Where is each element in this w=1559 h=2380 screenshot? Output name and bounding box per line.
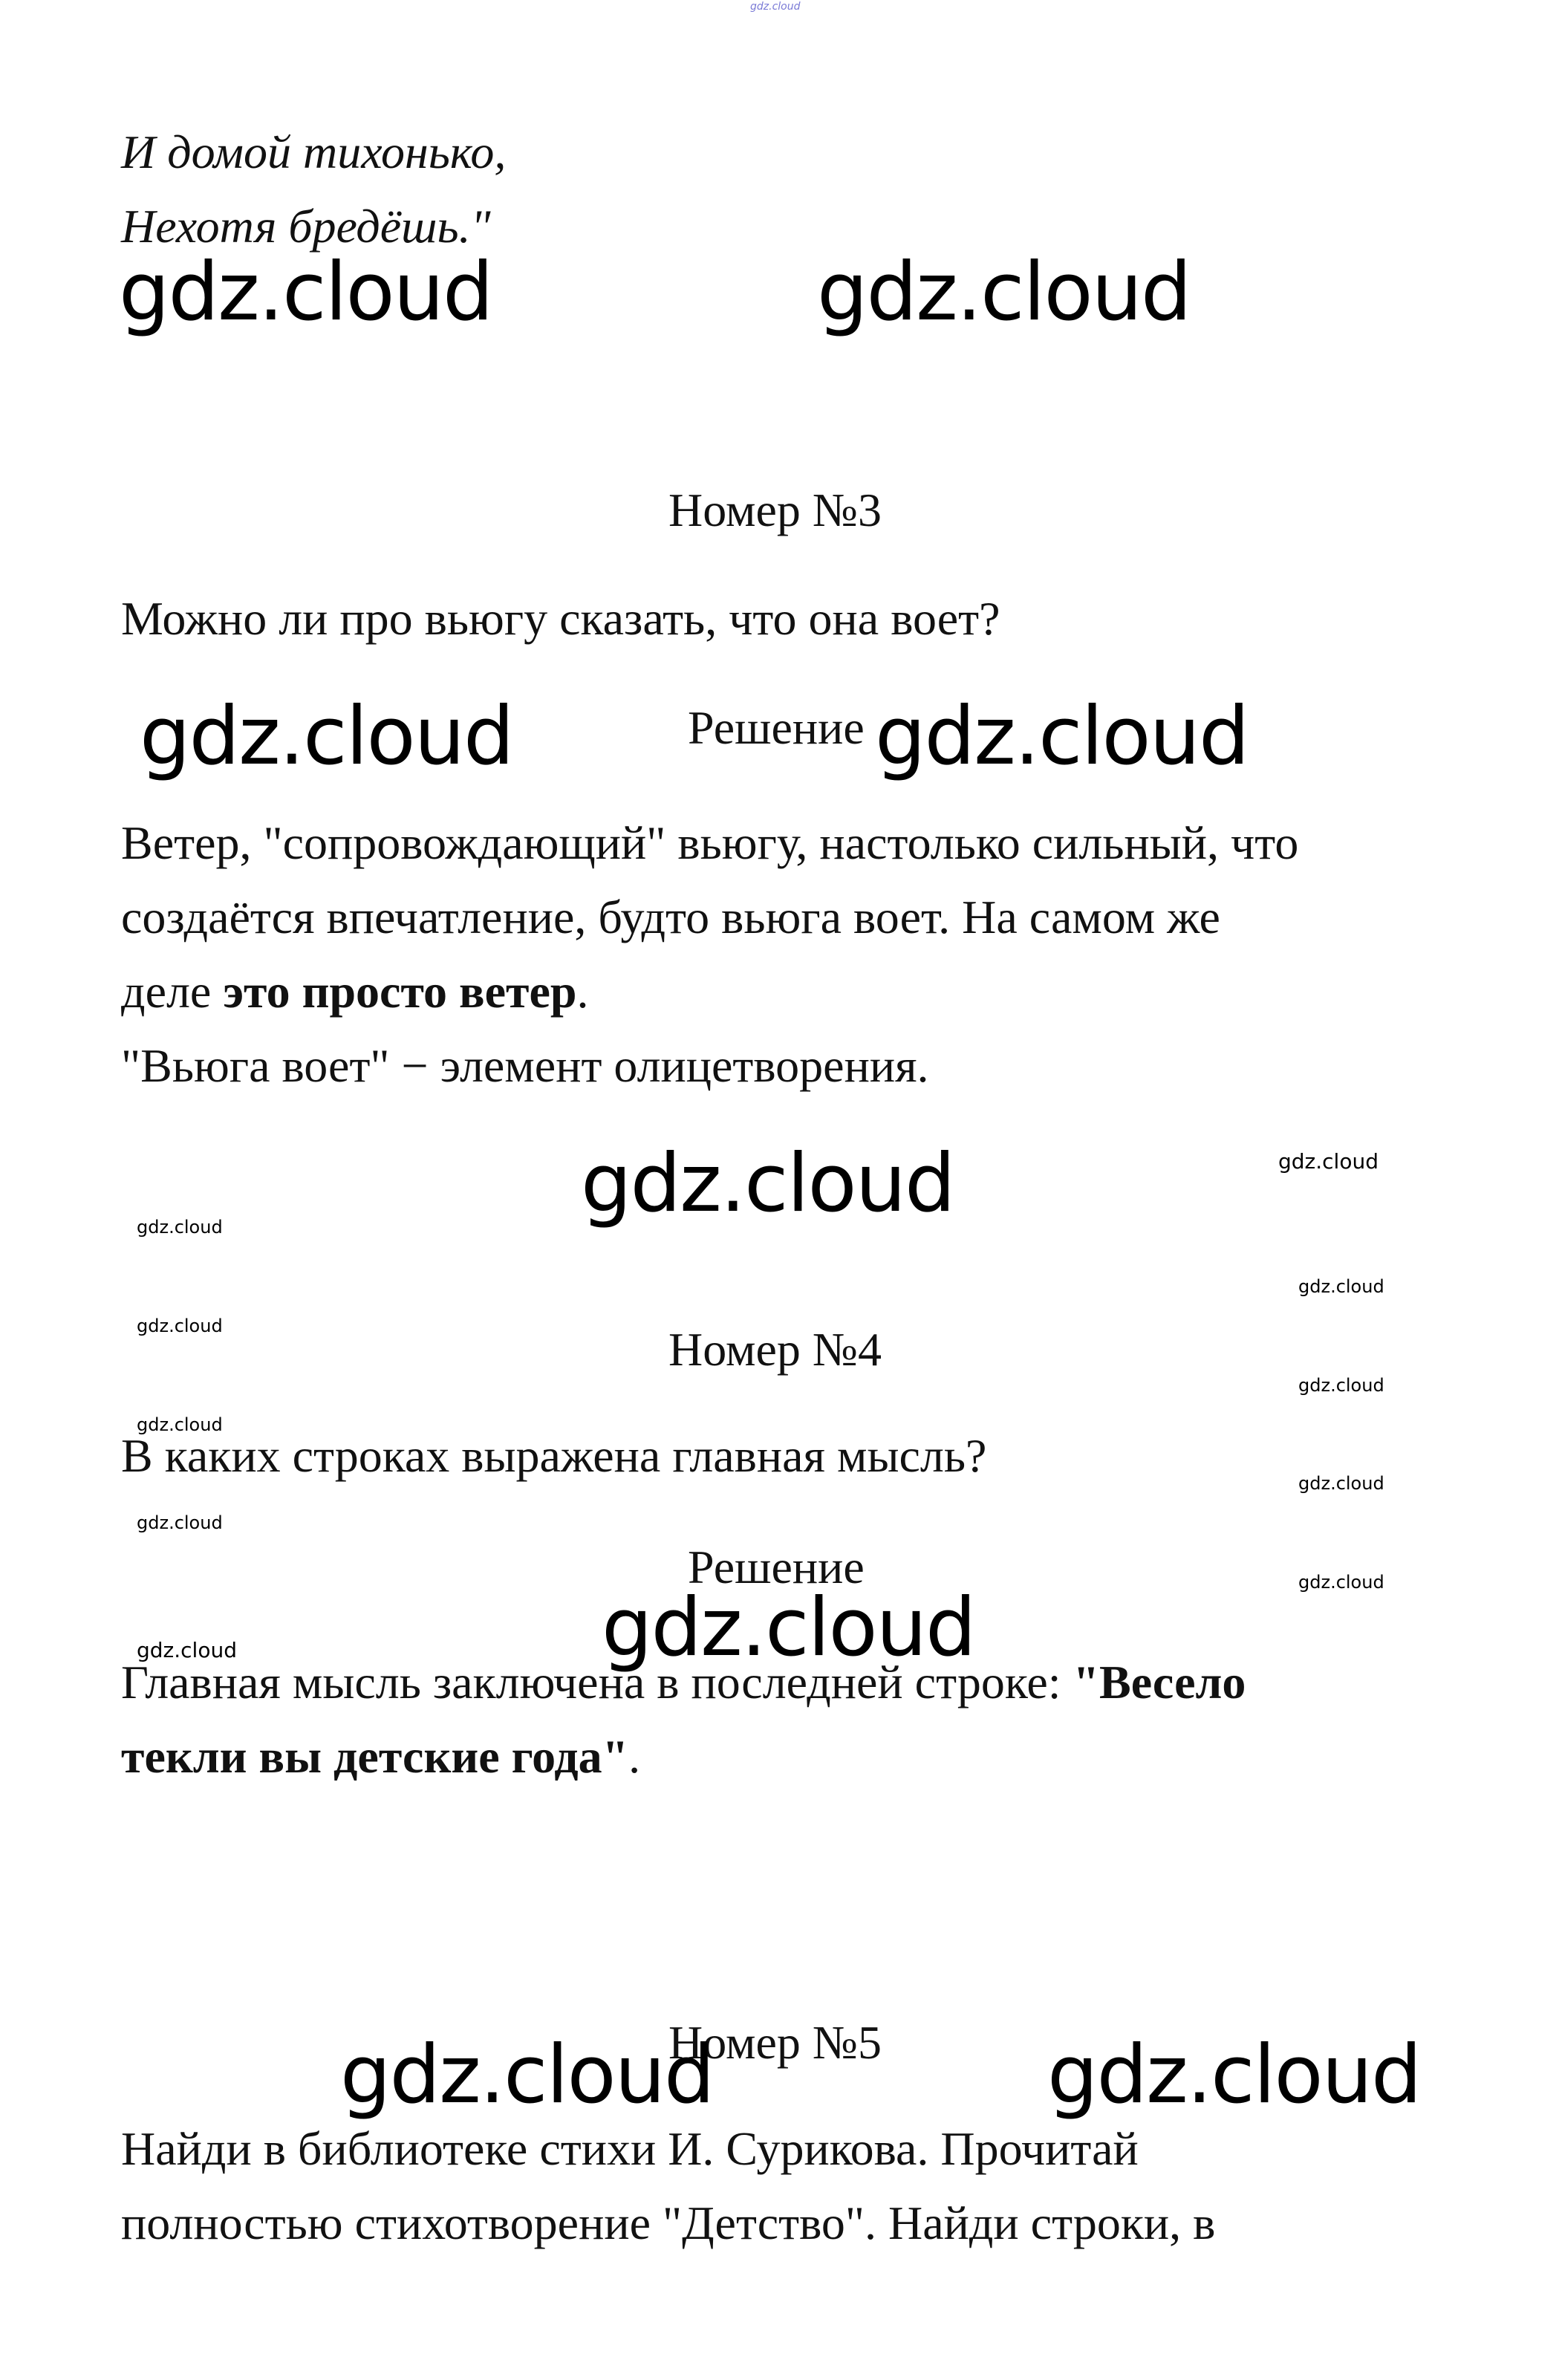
watermark: gdz.cloud	[875, 690, 1249, 783]
watermark: gdz.cloud	[602, 1581, 975, 1674]
task-4-question: В каких строках выражена главная мысль?	[121, 1429, 987, 1482]
task-3-question: Можно ли про вьюгу сказать, что она воет?	[121, 592, 1000, 645]
watermark-small: gdz.cloud	[1278, 1149, 1379, 1174]
top-watermark: gdz.cloud	[750, 1, 801, 13]
poem-line: И домой тихонько,	[121, 126, 507, 178]
task-4-answer: Главная мысль заключена в последней строке: "Весело текли вы детские года".	[121, 1656, 1246, 1783]
task-3-heading: Номер №3	[668, 484, 882, 536]
watermark: gdz.cloud	[581, 1137, 954, 1230]
watermark-small: gdz.cloud	[1298, 1572, 1384, 1593]
poem-excerpt	[121, 115, 1428, 264]
watermark-small: gdz.cloud	[137, 1512, 223, 1533]
task-5-text: Найди в библиотеке стихи И. Сурикова. Прочитай полностью стихотворение "Детство". Найди строки, в	[121, 2122, 1216, 2249]
watermark-small: gdz.cloud	[1298, 1276, 1384, 1297]
watermark: gdz.cloud	[119, 246, 492, 339]
watermark: gdz.cloud	[140, 690, 513, 783]
watermark: gdz.cloud	[1047, 2029, 1421, 2121]
watermark-small: gdz.cloud	[137, 1316, 223, 1336]
task-3-solution-label: Решение	[688, 701, 865, 754]
task-4-solution-label: Решение	[688, 1541, 865, 1593]
watermark: gdz.cloud	[817, 246, 1191, 339]
task-4-heading: Номер №4	[668, 1323, 882, 1376]
task-5-heading: Номер №5	[668, 2016, 882, 2069]
watermark: gdz.cloud	[340, 2029, 714, 2121]
task-3-answer: Ветер, "сопровождающий" вьюгу, настолько сильный, что создаётся впечатление, будто вьюга воет. На самом же деле это просто ветер. "Вьюга воет" − элемент олицетворения.	[121, 816, 1299, 1092]
watermark-small: gdz.cloud	[137, 1414, 223, 1435]
watermark-small: gdz.cloud	[137, 1638, 237, 1662]
poem-line: Нехотя бредёшь."	[121, 200, 491, 253]
watermark-small: gdz.cloud	[137, 1217, 223, 1238]
watermark-small: gdz.cloud	[1298, 1473, 1384, 1494]
watermark-small: gdz.cloud	[1298, 1375, 1384, 1396]
